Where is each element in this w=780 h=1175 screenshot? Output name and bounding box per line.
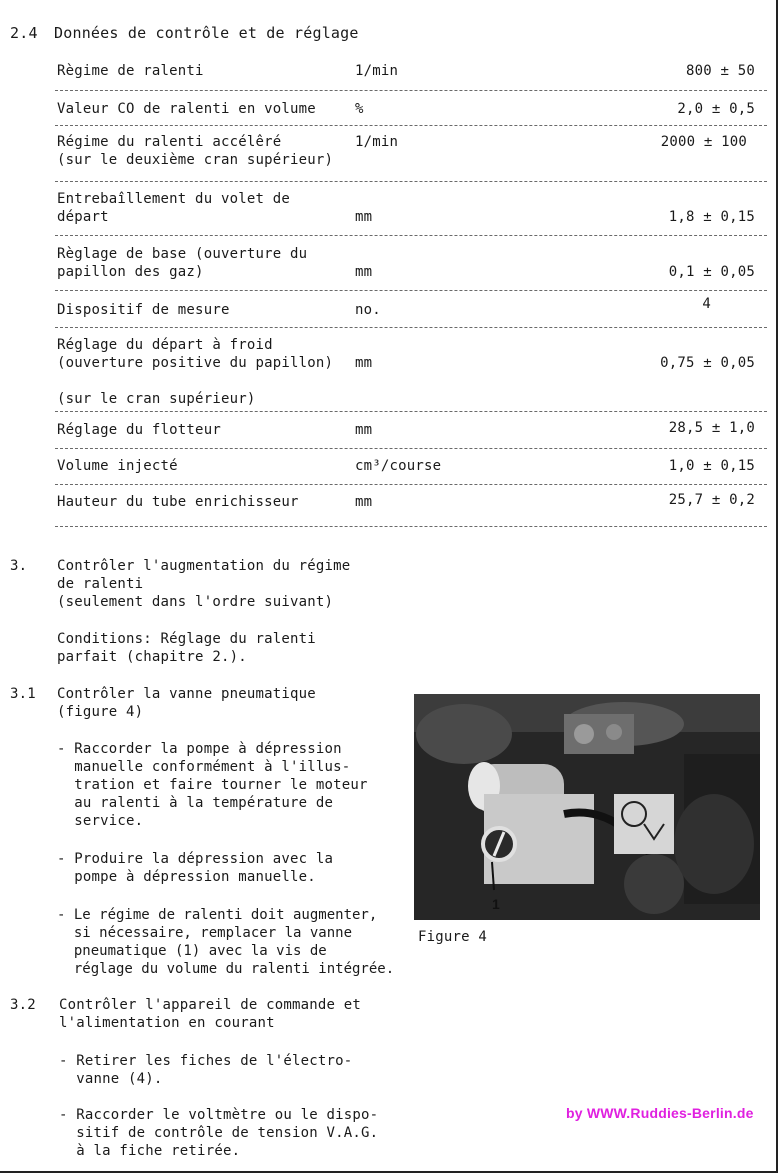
step-text: Contrôler l'appareil de commande et l'alimentation en courant (59, 997, 362, 1031)
step-conditions: Conditions: Réglage du ralenti parfait (chapitre 2.). (57, 631, 316, 665)
figure-4-photo (414, 694, 760, 920)
spec-row (55, 412, 767, 449)
bullet-item: - Le régime de ralenti doit augmenter, si nécessaire, remplacer la vanne pneumatique (1) avec la vis de réglage du volume du ralenti intégrée. (57, 907, 395, 977)
step-text: Contrôler l'augmentation du régime de ralenti (seulement dans l'ordre suivant) (57, 558, 351, 610)
bullet-item: - Raccorder le voltmètre ou le dispo- sitif de contrôle de tension V.A.G. à la fiche retirée. (59, 1107, 379, 1159)
spec-label: Hauteur du tube enrichisseur (57, 494, 299, 510)
spec-value: 800 ± 50 (685, 63, 755, 79)
bullet-item: - Produire la dépression avec la pompe à dépression manuelle. (57, 851, 334, 885)
spec-unit: mm (355, 355, 373, 371)
spec-label: Valeur CO de ralenti en volume (57, 101, 316, 117)
spec-label: Entrebaîllement du volet de départ (57, 191, 290, 225)
spec-row (55, 182, 767, 236)
spec-label: Règlage de base (ouverture du papillon des gaz) (57, 246, 308, 280)
spec-label: Volume injecté (57, 458, 178, 474)
spec-unit: mm (355, 209, 373, 225)
section-title: Données de contrôle et de réglage (54, 24, 359, 42)
spec-unit: mm (355, 264, 373, 280)
step-text: Contrôler la vanne pneumatique (figure 4) (57, 686, 316, 720)
spec-label: Réglage du flotteur (57, 422, 221, 438)
watermark-credit[interactable]: by WWW.Ruddies-Berlin.de (566, 1105, 754, 1121)
figure-caption: Figure 4 (418, 929, 488, 945)
spec-unit: mm (355, 494, 373, 510)
spec-value: 0,1 ± 0,05 (668, 264, 755, 280)
spec-unit: mm (355, 422, 373, 438)
spec-row (55, 53, 767, 91)
spec-label: Régime du ralenti accélêré (sur le deuxième cran supérieur) (57, 134, 334, 168)
step-number: 3.1 (10, 686, 36, 702)
spec-value: 1,8 ± 0,15 (668, 209, 755, 225)
spec-unit: % (355, 101, 364, 117)
spec-value: 2000 ± 100 (660, 134, 747, 150)
spec-value: 25,7 ± 0,2 (668, 492, 755, 508)
spec-row (55, 449, 767, 485)
engine-illustration (414, 694, 760, 920)
spec-table (55, 53, 767, 527)
spec-row (55, 236, 767, 291)
section-heading (10, 24, 359, 42)
spec-row (55, 485, 767, 527)
spec-label: Réglage du départ à froid (ouverture positive du papillon) (sur le cran supérieur) (57, 337, 334, 407)
spec-row (55, 126, 767, 182)
spec-unit: 1/min (355, 134, 399, 150)
spec-value: 4 (702, 296, 711, 312)
spec-value: 0,75 ± 0,05 (660, 355, 755, 371)
spec-unit: 1/min (355, 63, 399, 79)
bullet-item: - Retirer les fiches de l'électro- vanne (4). (59, 1053, 353, 1087)
spec-value: 28,5 ± 1,0 (668, 420, 755, 436)
section-number: 2.4 (10, 24, 38, 42)
spec-label: Dispositif de mesure (57, 302, 230, 318)
step-number: 3.2 (10, 997, 36, 1013)
step-number: 3. (10, 558, 28, 574)
spec-row (55, 328, 767, 412)
spec-unit: cm³/course (355, 458, 442, 474)
spec-unit: no. (355, 302, 381, 318)
bullet-item: - Raccorder la pompe à dépression manuelle conformément à l'illus- tration et faire tourner le moteur au ralenti à la température de service. (57, 741, 368, 829)
spec-value: 2,0 ± 0,5 (677, 101, 755, 117)
spec-value: 1,0 ± 0,15 (668, 458, 755, 474)
spec-label: Règime de ralenti (57, 63, 204, 79)
figure-callout: 1 (492, 896, 500, 912)
spec-row (55, 291, 767, 328)
spec-row (55, 91, 767, 126)
